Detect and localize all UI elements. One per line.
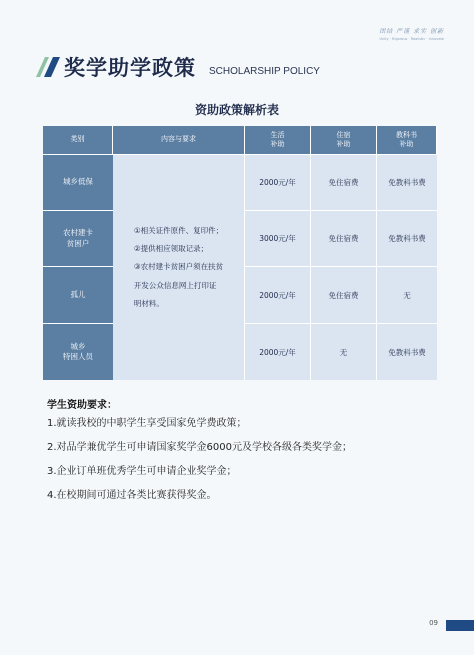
table-title: 资助政策解析表 <box>194 103 279 117</box>
list-item: 4.在校期间可通过各类比赛获得奖金。 <box>47 490 217 501</box>
living-cell: 2000元/年 <box>245 266 311 323</box>
textbook-cell: 免教科书费 <box>377 154 437 210</box>
textbook-cell: 无 <box>377 266 437 323</box>
requirements-heading: 学生资助要求： <box>47 400 117 411</box>
motto-cn: 团结 严谨 求实 创新 <box>379 28 444 35</box>
motto-en: Unity · Rigorous · Realistic · Innovate <box>379 37 444 41</box>
list-item: 2.对品学兼优学生可申请国家奖学金6000元及学校各级各类奖学金； <box>47 442 352 453</box>
header-living: 生活 补助 <box>245 126 311 154</box>
list-item: 1.就读我校的中职学生享受国家免学费政策； <box>47 418 247 429</box>
living-cell: 2000元/年 <box>245 154 311 210</box>
header-category: 类别 <box>43 126 113 154</box>
textbook-cell: 免教科书费 <box>377 210 437 266</box>
aid-policy-table <box>43 126 437 380</box>
corner-accent-bar <box>446 620 474 631</box>
category-cell: 孤儿 <box>43 266 113 323</box>
category-cell: 城乡 特困人员 <box>43 323 113 380</box>
category-cell: 农村建卡 贫困户 <box>43 210 113 266</box>
slash-logo-icon <box>36 57 60 77</box>
header-textbook: 教科书 补助 <box>377 126 437 154</box>
page-subtitle: SCHOLARSHIP POLICY <box>209 66 320 77</box>
header-requirements: 内容与要求 <box>113 126 245 154</box>
school-motto <box>379 26 444 41</box>
header-lodging: 住宿 补助 <box>311 126 377 154</box>
lodging-cell: 免住宿费 <box>311 154 377 210</box>
lodging-cell: 无 <box>311 323 377 380</box>
requirements-list <box>47 416 352 512</box>
page-number: 09 <box>429 619 438 627</box>
lodging-cell: 免住宿费 <box>311 210 377 266</box>
requirements-cell: ①相关证件原件、复印件； ②提供相应领取记录； ③农村建卡贫困户须在扶贫 开发公众信息网上打印证 明材料。 <box>113 154 245 380</box>
living-cell: 3000元/年 <box>245 210 311 266</box>
lodging-cell: 免住宿费 <box>311 266 377 323</box>
category-cell: 城乡低保 <box>43 154 113 210</box>
living-cell: 2000元/年 <box>245 323 311 380</box>
textbook-cell: 免教科书费 <box>377 323 437 380</box>
list-item: 3.企业订单班优秀学生可申请企业奖学金； <box>47 466 237 477</box>
page-title: 奖学助学政策 <box>64 56 196 80</box>
